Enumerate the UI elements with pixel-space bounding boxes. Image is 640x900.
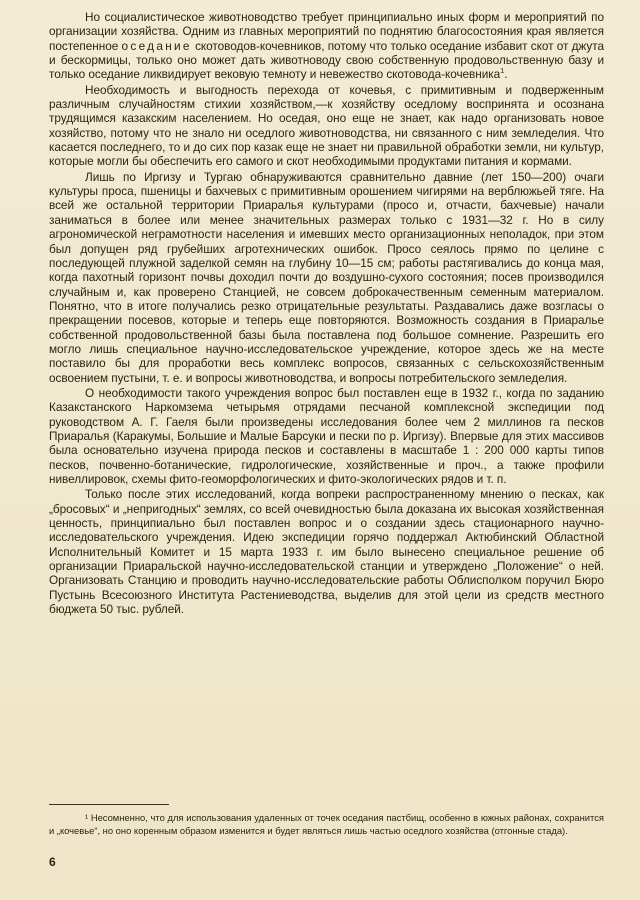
paragraph-4	[49, 386, 604, 486]
text-run: оседание	[121, 38, 192, 53]
paragraph-1	[49, 10, 604, 82]
text-run: .	[504, 67, 508, 82]
paragraph-2	[49, 83, 604, 169]
text-run: О необходимости такого учреждения вопрос был поставлен еще в 1932 г., когда по заданию Казакстанского Наркомзема четырьмя отрядами песчаной комплексной экспедиции под руководством А. Г. Гаеля были произведены исследования более чем 2 миллинов га песков Приаралья (Каракумы, Большие и Малые Барсуки и пески по р. Иргизу). Впервые для этих массивов была основательно изучена природа песков и составлены в масштабе 1 : 200 000 карты типов песков, почвенно-ботанические, гидрологические, хозяйственные и проч., а также профили нивеллировок, схемы фито-геоморфологических и фито-экологических рядов и т. п.	[49, 385, 604, 486]
text-run: Только после этих исследований, когда вопреки распространенному мнению о песках, как „бросовых“ и „непригодных“ землях, со всей очевидностью была доказана их высокая хозяйственная ценность, принципиально был поставлен вопрос и о создании здесь стационарного научно-исследовательского учреждения. Идею экспедиции горячо поддержал Актюбинский Областной Исполнительный Комитет и 15 марта 1933 г. им было вынесено специальное решение об организации Приаральской научно-исследовательской станции и утверждено „Положение“ о ней. Организовать Станцию и проводить научно-исследовательские работы Облисполком поручил Бюро Пустынь Всесоюзного Института Растениеводства, выделив для этой цели из средств местного бюджета 50 тыс. рублей.	[49, 487, 604, 617]
footnote-marker: 1	[500, 66, 505, 76]
paragraph-5	[49, 487, 604, 616]
text-run: Необходимость и выгодность перехода от кочевья, с примитивным и подверженным различным случайностям стихии хозяйством,—к хозяйству оседлому воспринята и осознана трудящимся казакским населением. Но оседая, оно еще не знает, как надо организовать новое хозяйство, потому что не знало ни оседлого животноводства, ни связанного с ним земледелия. Что касается последнего, то и до сих пор казак еще не знает ни правильной обработки земли, ни культур, которые могли бы обеспечить его самого и скот необходимыми продуктами питания и кормами.	[49, 82, 604, 169]
text-run: Лишь по Иргизу и Тургаю обнаруживаются сравнительно давние (лет 150—200) очаги культуры проса, пшеницы и бахчевых с примитивным орошением чигирями на верблюжьей тяге. На всей же остальной территории Приаралья культурами (просо и, отчасти, бахчевые) начали заниматься в более или менее значительных размерах только с 1931—32 г. Но в силу агрономической неграмотности населения и имевших место организационных неполадок, при этом был допущен ряд грубейших агротехнических ошибок. Просо сеялось прямо по целине с последующей плужной заделкой семян на глубину 10—15 см; работы растягивались до конца мая, когда пахотный горизонт почвы доходил почти до воздушно-сухого состояния; посев производился случайным и, как проверено Станцией, не совсем доброкачественным семенным материалом. Понятно, что в итоге получались резко отрицательные результаты. Раздавались даже возгласы о прекращении посевов, которые и теперь еще повторяются. Возможность создания в Приаралье собственной продовольственной базы была поставлена под большое сомнение. Разрешить его могло лишь специальное научно-исследовательское учреждение, которое здесь же на месте поставило бы для проработки весь комплекс вопросов, связанных с сельскохозяйственным освоением пустыни, т. е. и вопросы животноводства, и вопросы потребительского земледелия.	[49, 169, 604, 385]
text-run: скотоводов-кочевников, потому что только оседание избавит скот от джута и бескормицы, только оно может дать животноводу свою собственную продовольственную базу и только оседание ликвидирует вековую темноту и невежество скотовода-кочевника	[49, 38, 604, 82]
footnote: ¹ Несомненно, что для использования удаленных от точек оседания пастбищ, особенно в южных районах, сохранится и „кочевье“, но оно коренным образом изменится и будет являться лишь частью оседлого хозяйства (отгонные стада).	[49, 812, 604, 836]
footnote-separator	[49, 804, 169, 805]
text-run: Но социалистическое животноводство требует принципиально иных форм и мероприятий по организации хозяйства. Одним из главных мероприятий по поднятию благосостояния края является постепенное	[49, 10, 604, 53]
page-number: 6	[49, 855, 56, 869]
paragraph-3	[49, 170, 604, 385]
main-text	[49, 10, 604, 616]
